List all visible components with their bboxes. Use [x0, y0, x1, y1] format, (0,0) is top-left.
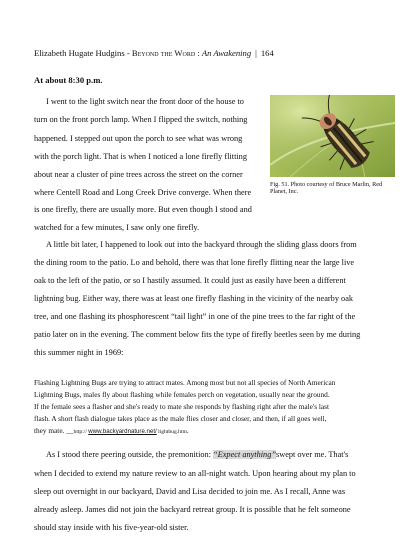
paragraph1-line: about near a cluster of pine trees across the street on the corner [34, 170, 243, 179]
quote-last-end: . [186, 426, 189, 435]
paragraph3-first-suffix: swept over me. That's [275, 450, 349, 459]
firefly-photo [270, 95, 395, 177]
source-link[interactable]: www.backyardnature.net/ [88, 428, 157, 435]
header-author: Elizabeth Hugate Hudgins - [34, 48, 132, 58]
figure-caption: Fig. 51. Photo courtesy of Bruce Marlin, Red Planet, Inc. [270, 181, 383, 196]
paragraph3-line: sleep out overnight in our backyard, David and Lisa decided to join me. As I recall, Anne was [34, 487, 346, 496]
paragraph1-line: is one firefly, there are usually more. But even though I stood and [34, 205, 252, 214]
paragraph2-line: tree, and one flashing its phosphorescent “tail light” in one of the pine trees to the far right of the [34, 312, 356, 321]
paragraph3-line [46, 450, 348, 459]
quote-line: If the female sees a flasher and she's ready to mate she responds by flashing right after the male's last [34, 402, 330, 411]
paragraph1-line: happened. I stepped out upon the porch to see what was wrong [34, 134, 243, 143]
quote-line: Flashing Lightning Bugs are trying to attract mates. Among most but not all species of North American [34, 378, 336, 387]
paragraph2-line: patio later on in the evening. The comment below fits the type of firefly beetles seen by me during [34, 330, 361, 339]
quote-line: flash. A short flash dialogue takes place as the male flies closer and closer, and then, if all goes well, [34, 414, 327, 423]
running-header [34, 48, 274, 58]
quote-line [34, 426, 189, 435]
page-number: 164 [260, 48, 274, 58]
paragraph2-line: lightning bug. Either way, there was at least one firefly flashing in the vicinity of the nearby oak [34, 294, 354, 303]
paragraph1-line: watched for a few minutes, I saw only one firefly. [34, 223, 200, 232]
paragraph1-line: turn on the front porch lamp. When I flipped the switch, nothing [34, 115, 248, 124]
paragraph2-line: A little bit later, I happened to look out into the backyard through the sliding glass doors from [46, 240, 357, 249]
paragraph3-line: already asleep. James did not join the backyard retreat group. It is possible that he felt someone [34, 505, 351, 514]
paragraph2-line: oak to the left of the patio, or so I hastily assumed. It could just as easily have been a different [34, 276, 346, 285]
paragraph1-line: I went to the light switch near the front door of the house to [46, 97, 244, 106]
quote-last-prefix: they mate. __ [34, 426, 74, 435]
paragraph3-line: should stay inside with his five-year-old sister. [34, 523, 189, 532]
quote-link-suffix: lightbug.htm [156, 429, 187, 435]
paragraph3-first-prefix: As I stood there peering outside, the premonition: [46, 450, 214, 459]
quote-link-prefix: http:// [73, 429, 89, 435]
section-heading: At about 8:30 p.m. [34, 75, 103, 85]
highlighted-premonition: “Expect anything” [213, 450, 276, 459]
paragraph2-line: this summer night in 1969: [34, 348, 124, 357]
header-divider: | [255, 48, 257, 58]
header-book-title: Beyond the Word [131, 48, 196, 58]
paragraph1-line: with the porch light. That is when I noticed a lone firefly flitting [34, 152, 247, 161]
paragraph2-line: the dining room to the patio. Lo and behold, there was that lone firefly flitting near the large live [34, 258, 355, 267]
header-subtitle: An Awakening [201, 48, 252, 58]
paragraph3-line: when I decided to extend my nature review to an all-night watch. Upon hearing about my plan to [34, 469, 356, 478]
paragraph1-line: where Centell Road and Long Creek Drive converge. When there [34, 188, 252, 197]
header-separator: : [195, 48, 202, 58]
quote-line: Lightning Bugs, males fly about flashing while females perch on vegetation, usually near the ground. [34, 390, 330, 399]
